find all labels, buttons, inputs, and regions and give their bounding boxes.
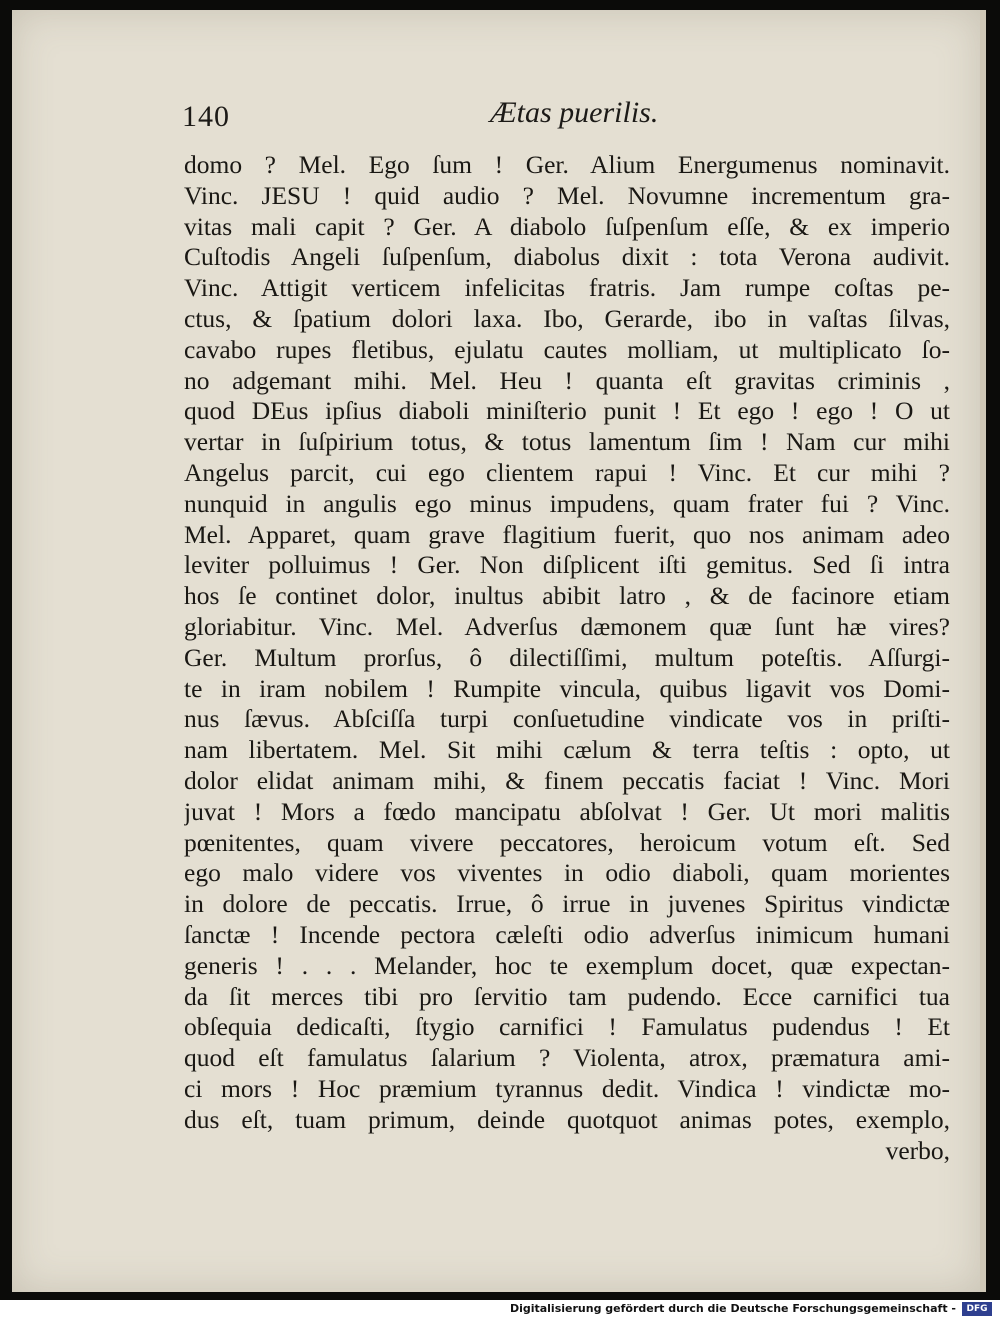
text-line: Angelus parcit, cui ego clientem rapui ! Vinc. Et cur mihi ? (184, 457, 950, 487)
running-title: Ætas puerilis. (490, 96, 659, 129)
text-line: Ger. Multum prorſus, ô dilectiſſimi, multum poteſtis. Aſſurgi- (184, 642, 950, 672)
text-line: generis ! . . . Melander, hoc te exemplum docet, quæ expectan- (184, 950, 950, 980)
footer-bar (0, 1300, 1000, 1319)
text-line: nus ſævus. Abſciſſa turpi conſuetudine vindicate vos in priſti- (184, 704, 950, 734)
dfg-logo: DFG (962, 1302, 992, 1316)
text-line: gloriabitur. Vinc. Mel. Adverſus dæmonem quæ ſunt hæ vires? (184, 611, 950, 641)
book-page (12, 10, 980, 1292)
text-line: verbo, (885, 1135, 950, 1165)
text-line: quod DEus ipſius diaboli miniſterio punit ! Et ego ! ego ! O ut (184, 396, 950, 426)
text-line: da ſit merces tibi pro ſervitio tam pudendo. Ecce carnifici tua (184, 981, 950, 1011)
text-line: ſanctæ ! Incende pectora cæleſti odio adverſus inimicum humani (184, 919, 950, 949)
text-line: juvat ! Mors a fœdo mancipatu abſolvat ! Ger. Ut mori malitis (184, 796, 950, 826)
text-line: cavabo rupes fletibus, ejulatu cautes molliam, ut multiplicato ſo- (184, 334, 950, 364)
text-line: ctus, & ſpatium dolori laxa. Ibo, Gerarde, ibo in vaſtas ſilvas, (184, 303, 950, 333)
text-line: Vinc. JESU ! quid audio ? Mel. Novumne incrementum gra- (184, 180, 950, 210)
text-line: vitas mali capit ? Ger. A diabolo ſuſpenſum eſſe, & ex imperio (184, 211, 950, 241)
body-text (184, 150, 950, 1166)
text-line: no adgemant mihi. Mel. Heu ! quanta eſt gravitas criminis , (184, 365, 950, 395)
text-line: nunquid in angulis ego minus impudens, quam frater fui ? Vinc. (184, 488, 950, 518)
text-line: pœnitentes, quam vivere peccatores, heroicum votum eſt. Sed (184, 827, 950, 857)
text-line: obſequia dedicaſti, ſtygio carnifici ! Famulatus pudendus ! Et (184, 1012, 950, 1042)
text-line: Mel. Apparet, quam grave flagitium fuerit, quo nos animam adeo (184, 519, 950, 549)
text-line: te in iram nobilem ! Rumpite vincula, quibus ligavit vos Domi- (184, 673, 950, 703)
text-line: dus eſt, tuam primum, deinde quotquot animas potes, exemplo, (184, 1104, 950, 1134)
page-header (12, 92, 980, 142)
text-line: in dolore de peccatis. Irrue, ô irrue in juvenes Spiritus vindictæ (184, 889, 950, 919)
text-line: domo ? Mel. Ego ſum ! Ger. Alium Energumenus nominavit. (184, 150, 950, 179)
text-line: hos ſe continet dolor, inultus abibit latro , & de facinore etiam (184, 581, 950, 611)
digitization-credit: Digitalisierung gefördert durch die Deutsche Forschungsgemeinschaft - (509, 1302, 956, 1315)
text-line: nam libertatem. Mel. Sit mihi cælum & terra teſtis : opto, ut (184, 735, 950, 765)
page-number: 140 (182, 100, 230, 133)
text-line: Cuſtodis Angeli ſuſpenſum, diabolus dixit : tota Verona audivit. (184, 242, 950, 272)
text-line: ci mors ! Hoc præmium tyrannus dedit. Vindica ! vindictæ mo- (184, 1073, 950, 1103)
text-line: quod eſt famulatus ſalarium ? Violenta, atrox, præmatura ami- (184, 1043, 950, 1073)
text-line: vertar in ſuſpirium totus, & totus lamentum ſim ! Nam cur mihi (184, 427, 950, 457)
text-line: leviter polluimus ! Ger. Non diſplicent iſti gemitus. Sed ſi intra (184, 550, 950, 580)
text-line: ego malo videre vos viventes in odio diaboli, quam morientes (184, 858, 950, 888)
text-line: dolor elidat animam mihi, & finem peccatis faciat ! Vinc. Mori (184, 765, 950, 795)
text-line: Vinc. Attigit verticem infelicitas fratris. Jam rumpe coſtas pe- (184, 273, 950, 303)
page-edge (980, 10, 986, 1292)
